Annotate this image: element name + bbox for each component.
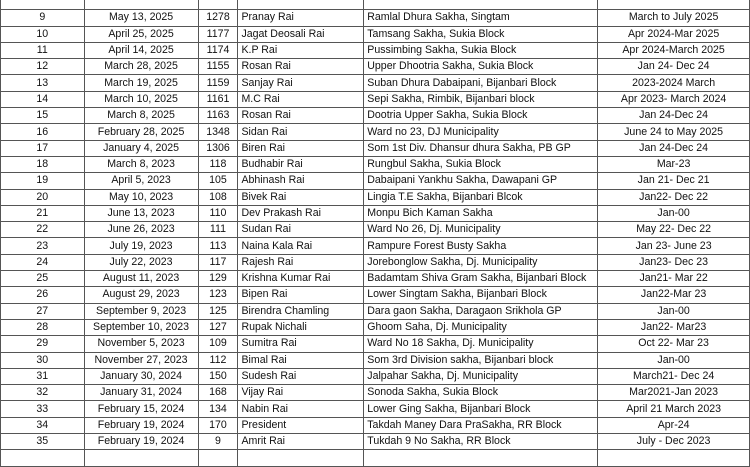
- table-row: [1, 222, 750, 238]
- name-cell: M.C Rai: [238, 91, 364, 107]
- date-cell: March 19, 2025: [84, 75, 198, 91]
- name-cell: Bipen Rai: [238, 287, 364, 303]
- sakha-cell: Suban Dhura Dabaipani, Bijanbari Block: [364, 75, 598, 91]
- name-cell: Krishna Kumar Rai: [238, 271, 364, 287]
- serial-number-cell: 20: [1, 189, 85, 205]
- date-cell: March 8, 2023: [84, 156, 198, 172]
- period-cell: Jan-00: [598, 352, 750, 368]
- date-cell: [84, 450, 198, 466]
- period-cell: May 22- Dec 22: [598, 222, 750, 238]
- table-row: [1, 189, 750, 205]
- sakha-cell: Lingia T.E Sakha, Bijanbari Blcok: [364, 189, 598, 205]
- serial-number-cell: 31: [1, 368, 85, 384]
- receipt-number-cell: 1155: [198, 59, 238, 75]
- table-row: [1, 10, 750, 26]
- period-cell: Jan22-Mar 23: [598, 287, 750, 303]
- sakha-cell: Tamsang Sakha, Sukia Block: [364, 26, 598, 42]
- receipt-number-cell: 1163: [198, 108, 238, 124]
- serial-number-cell: 35: [1, 434, 85, 450]
- name-cell: [238, 0, 364, 10]
- receipt-number-cell: 129: [198, 271, 238, 287]
- date-cell: September 10, 2023: [84, 319, 198, 335]
- sakha-cell: [364, 0, 598, 10]
- serial-number-cell: 22: [1, 222, 85, 238]
- date-cell: May 13, 2025: [84, 10, 198, 26]
- date-cell: August 11, 2023: [84, 271, 198, 287]
- date-cell: [84, 0, 198, 10]
- sakha-cell: Ghoom Saha, Dj. Municipality: [364, 319, 598, 335]
- serial-number-cell: 27: [1, 303, 85, 319]
- date-cell: November 27, 2023: [84, 352, 198, 368]
- date-cell: March 28, 2025: [84, 59, 198, 75]
- table-row: [1, 319, 750, 335]
- serial-number-cell: 10: [1, 26, 85, 42]
- table-row: [1, 59, 750, 75]
- receipt-number-cell: 105: [198, 173, 238, 189]
- sakha-cell: Sonoda Sakha, Sukia Block: [364, 385, 598, 401]
- sakha-cell: Ramlal Dhura Sakha, Singtam: [364, 10, 598, 26]
- name-cell: Nabin Rai: [238, 401, 364, 417]
- table-row: [1, 434, 750, 450]
- table-row: [1, 75, 750, 91]
- name-cell: Sumitra Rai: [238, 336, 364, 352]
- date-cell: March 10, 2025: [84, 91, 198, 107]
- table-row: [1, 271, 750, 287]
- period-cell: Jan21- Mar 22: [598, 271, 750, 287]
- table-row: [1, 26, 750, 42]
- period-cell: Apr-24: [598, 417, 750, 433]
- receipt-number-cell: 1161: [198, 91, 238, 107]
- name-cell: Sanjay Rai: [238, 75, 364, 91]
- period-cell: Jan 24-Dec 24: [598, 140, 750, 156]
- receipt-number-cell: 1278: [198, 10, 238, 26]
- receipt-number-cell: 168: [198, 385, 238, 401]
- receipt-number-cell: 125: [198, 303, 238, 319]
- receipt-number-cell: 134: [198, 401, 238, 417]
- receipt-number-cell: 1174: [198, 42, 238, 58]
- table-row: [1, 417, 750, 433]
- table-row: [1, 450, 750, 466]
- name-cell: Sidan Rai: [238, 124, 364, 140]
- table-row: [1, 140, 750, 156]
- receipt-number-cell: 1159: [198, 75, 238, 91]
- period-cell: Apr 2024-Mar 2025: [598, 26, 750, 42]
- serial-number-cell: 34: [1, 417, 85, 433]
- name-cell: Naina Kala Rai: [238, 238, 364, 254]
- serial-number-cell: 28: [1, 319, 85, 335]
- table-row: [1, 303, 750, 319]
- name-cell: Birendra Chamling: [238, 303, 364, 319]
- date-cell: January 4, 2025: [84, 140, 198, 156]
- records-table-body: [1, 0, 750, 466]
- serial-number-cell: 29: [1, 336, 85, 352]
- sakha-cell: Pussimbing Sakha, Sukia Block: [364, 42, 598, 58]
- period-cell: Jan 24-Dec 24: [598, 108, 750, 124]
- table-row: [1, 173, 750, 189]
- serial-number-cell: 24: [1, 254, 85, 270]
- serial-number-cell: [1, 450, 85, 466]
- sakha-cell: Lower Ging Sakha, Bijanbari Block: [364, 401, 598, 417]
- serial-number-cell: 11: [1, 42, 85, 58]
- period-cell: Apr 2024-March 2025: [598, 42, 750, 58]
- receipt-number-cell: [198, 450, 238, 466]
- date-cell: January 31, 2024: [84, 385, 198, 401]
- receipt-number-cell: 108: [198, 189, 238, 205]
- date-cell: September 9, 2023: [84, 303, 198, 319]
- period-cell: March to July 2025: [598, 10, 750, 26]
- period-cell: Jan23- Dec 23: [598, 254, 750, 270]
- sakha-cell: Rampure Forest Busty Sakha: [364, 238, 598, 254]
- table-row: [1, 287, 750, 303]
- name-cell: Budhabir Rai: [238, 156, 364, 172]
- receipt-number-cell: 123: [198, 287, 238, 303]
- period-cell: March21- Dec 24: [598, 368, 750, 384]
- period-cell: July - Dec 2023: [598, 434, 750, 450]
- name-cell: Sudan Rai: [238, 222, 364, 238]
- name-cell: Sudesh Rai: [238, 368, 364, 384]
- sakha-cell: Rungbul Sakha, Sukia Block: [364, 156, 598, 172]
- name-cell: Rupak Nichali: [238, 319, 364, 335]
- receipt-number-cell: 113: [198, 238, 238, 254]
- table-row: [1, 254, 750, 270]
- sakha-cell: Dabaipani Yankhu Sakha, Dawapani GP: [364, 173, 598, 189]
- sakha-cell: Dootria Upper Sakha, Sukia Block: [364, 108, 598, 124]
- period-cell: April 21 March 2023: [598, 401, 750, 417]
- serial-number-cell: 32: [1, 385, 85, 401]
- name-cell: K.P Rai: [238, 42, 364, 58]
- receipt-number-cell: 1306: [198, 140, 238, 156]
- date-cell: July 22, 2023: [84, 254, 198, 270]
- period-cell: Jan-00: [598, 303, 750, 319]
- name-cell: Vijay Rai: [238, 385, 364, 401]
- period-cell: [598, 450, 750, 466]
- serial-number-cell: 33: [1, 401, 85, 417]
- receipt-number-cell: 150: [198, 368, 238, 384]
- serial-number-cell: 19: [1, 173, 85, 189]
- table-row: [1, 91, 750, 107]
- receipt-number-cell: 111: [198, 222, 238, 238]
- date-cell: February 15, 2024: [84, 401, 198, 417]
- name-cell: [238, 450, 364, 466]
- sakha-cell: Tukdah 9 No Sakha, RR Block: [364, 434, 598, 450]
- receipt-number-cell: [198, 0, 238, 10]
- period-cell: Jan 21- Dec 21: [598, 173, 750, 189]
- table-row: [1, 42, 750, 58]
- period-cell: Mar2021-Jan 2023: [598, 385, 750, 401]
- table-row: [1, 368, 750, 384]
- table-row: [1, 156, 750, 172]
- sakha-cell: Upper Dhootria Sakha, Sukia Block: [364, 59, 598, 75]
- sakha-cell: Ward no 23, DJ Municipality: [364, 124, 598, 140]
- serial-number-cell: 9: [1, 10, 85, 26]
- table-row: [1, 205, 750, 221]
- sakha-cell: Jorebonglow Sakha, Dj. Municipality: [364, 254, 598, 270]
- name-cell: Amrit Rai: [238, 434, 364, 450]
- table-row: [1, 108, 750, 124]
- date-cell: April 5, 2023: [84, 173, 198, 189]
- date-cell: May 10, 2023: [84, 189, 198, 205]
- receipt-number-cell: 117: [198, 254, 238, 270]
- serial-number-cell: 25: [1, 271, 85, 287]
- name-cell: Pranay Rai: [238, 10, 364, 26]
- period-cell: Jan 24- Dec 24: [598, 59, 750, 75]
- date-cell: April 14, 2025: [84, 42, 198, 58]
- serial-number-cell: 17: [1, 140, 85, 156]
- serial-number-cell: 12: [1, 59, 85, 75]
- receipt-number-cell: 127: [198, 319, 238, 335]
- name-cell: President: [238, 417, 364, 433]
- sakha-cell: Jalpahar Sakha, Dj. Municipality: [364, 368, 598, 384]
- receipt-number-cell: 170: [198, 417, 238, 433]
- sakha-cell: Takdah Maney Dara PraSakha, RR Block: [364, 417, 598, 433]
- name-cell: Biren Rai: [238, 140, 364, 156]
- table-row: [1, 352, 750, 368]
- date-cell: July 19, 2023: [84, 238, 198, 254]
- name-cell: Abhinash Rai: [238, 173, 364, 189]
- sakha-cell: Som 3rd Division sakha, Bijanbari block: [364, 352, 598, 368]
- period-cell: Oct 22- Mar 23: [598, 336, 750, 352]
- name-cell: Dev Prakash Rai: [238, 205, 364, 221]
- receipt-number-cell: 1348: [198, 124, 238, 140]
- period-cell: June 24 to May 2025: [598, 124, 750, 140]
- date-cell: March 8, 2025: [84, 108, 198, 124]
- table-row: [1, 385, 750, 401]
- period-cell: Apr 2023- March 2024: [598, 91, 750, 107]
- sakha-cell: Monpu Bich Kaman Sakha: [364, 205, 598, 221]
- table-row: [1, 124, 750, 140]
- period-cell: Mar-23: [598, 156, 750, 172]
- name-cell: Rosan Rai: [238, 59, 364, 75]
- sakha-cell: Ward No 26, Dj. Municipality: [364, 222, 598, 238]
- date-cell: February 19, 2024: [84, 417, 198, 433]
- period-cell: Jan 23- June 23: [598, 238, 750, 254]
- serial-number-cell: [1, 0, 85, 10]
- period-cell: Jan-00: [598, 205, 750, 221]
- name-cell: Bivek Rai: [238, 189, 364, 205]
- sakha-cell: Sepi Sakha, Rimbik, Bijanbari block: [364, 91, 598, 107]
- name-cell: Rosan Rai: [238, 108, 364, 124]
- date-cell: January 30, 2024: [84, 368, 198, 384]
- date-cell: February 28, 2025: [84, 124, 198, 140]
- name-cell: Jagat Deosali Rai: [238, 26, 364, 42]
- date-cell: November 5, 2023: [84, 336, 198, 352]
- name-cell: Bimal Rai: [238, 352, 364, 368]
- serial-number-cell: 18: [1, 156, 85, 172]
- period-cell: [598, 0, 750, 10]
- date-cell: February 19, 2024: [84, 434, 198, 450]
- serial-number-cell: 21: [1, 205, 85, 221]
- period-cell: 2023-2024 March: [598, 75, 750, 91]
- serial-number-cell: 30: [1, 352, 85, 368]
- sakha-cell: Ward No 18 Sakha, Dj. Municipality: [364, 336, 598, 352]
- table-row: [1, 401, 750, 417]
- sakha-cell: [364, 450, 598, 466]
- receipt-number-cell: 1177: [198, 26, 238, 42]
- receipt-number-cell: 112: [198, 352, 238, 368]
- sakha-cell: Badamtam Shiva Gram Sakha, Bijanbari Block: [364, 271, 598, 287]
- period-cell: Jan22- Dec 22: [598, 189, 750, 205]
- date-cell: August 29, 2023: [84, 287, 198, 303]
- serial-number-cell: 13: [1, 75, 85, 91]
- table-row: [1, 0, 750, 10]
- date-cell: April 25, 2025: [84, 26, 198, 42]
- serial-number-cell: 14: [1, 91, 85, 107]
- table-row: [1, 238, 750, 254]
- receipt-number-cell: 110: [198, 205, 238, 221]
- sakha-cell: Dara gaon Sakha, Daragaon Srikhola GP: [364, 303, 598, 319]
- sakha-cell: Lower Singtam Sakha, Bijanbari Block: [364, 287, 598, 303]
- serial-number-cell: 16: [1, 124, 85, 140]
- sakha-cell: Som 1st Div. Dhansur dhura Sakha, PB GP: [364, 140, 598, 156]
- receipt-number-cell: 118: [198, 156, 238, 172]
- serial-number-cell: 15: [1, 108, 85, 124]
- period-cell: Jan22- Mar23: [598, 319, 750, 335]
- serial-number-cell: 26: [1, 287, 85, 303]
- name-cell: Rajesh Rai: [238, 254, 364, 270]
- date-cell: June 13, 2023: [84, 205, 198, 221]
- date-cell: June 26, 2023: [84, 222, 198, 238]
- table-row: [1, 336, 750, 352]
- receipt-number-cell: 9: [198, 434, 238, 450]
- serial-number-cell: 23: [1, 238, 85, 254]
- receipt-number-cell: 109: [198, 336, 238, 352]
